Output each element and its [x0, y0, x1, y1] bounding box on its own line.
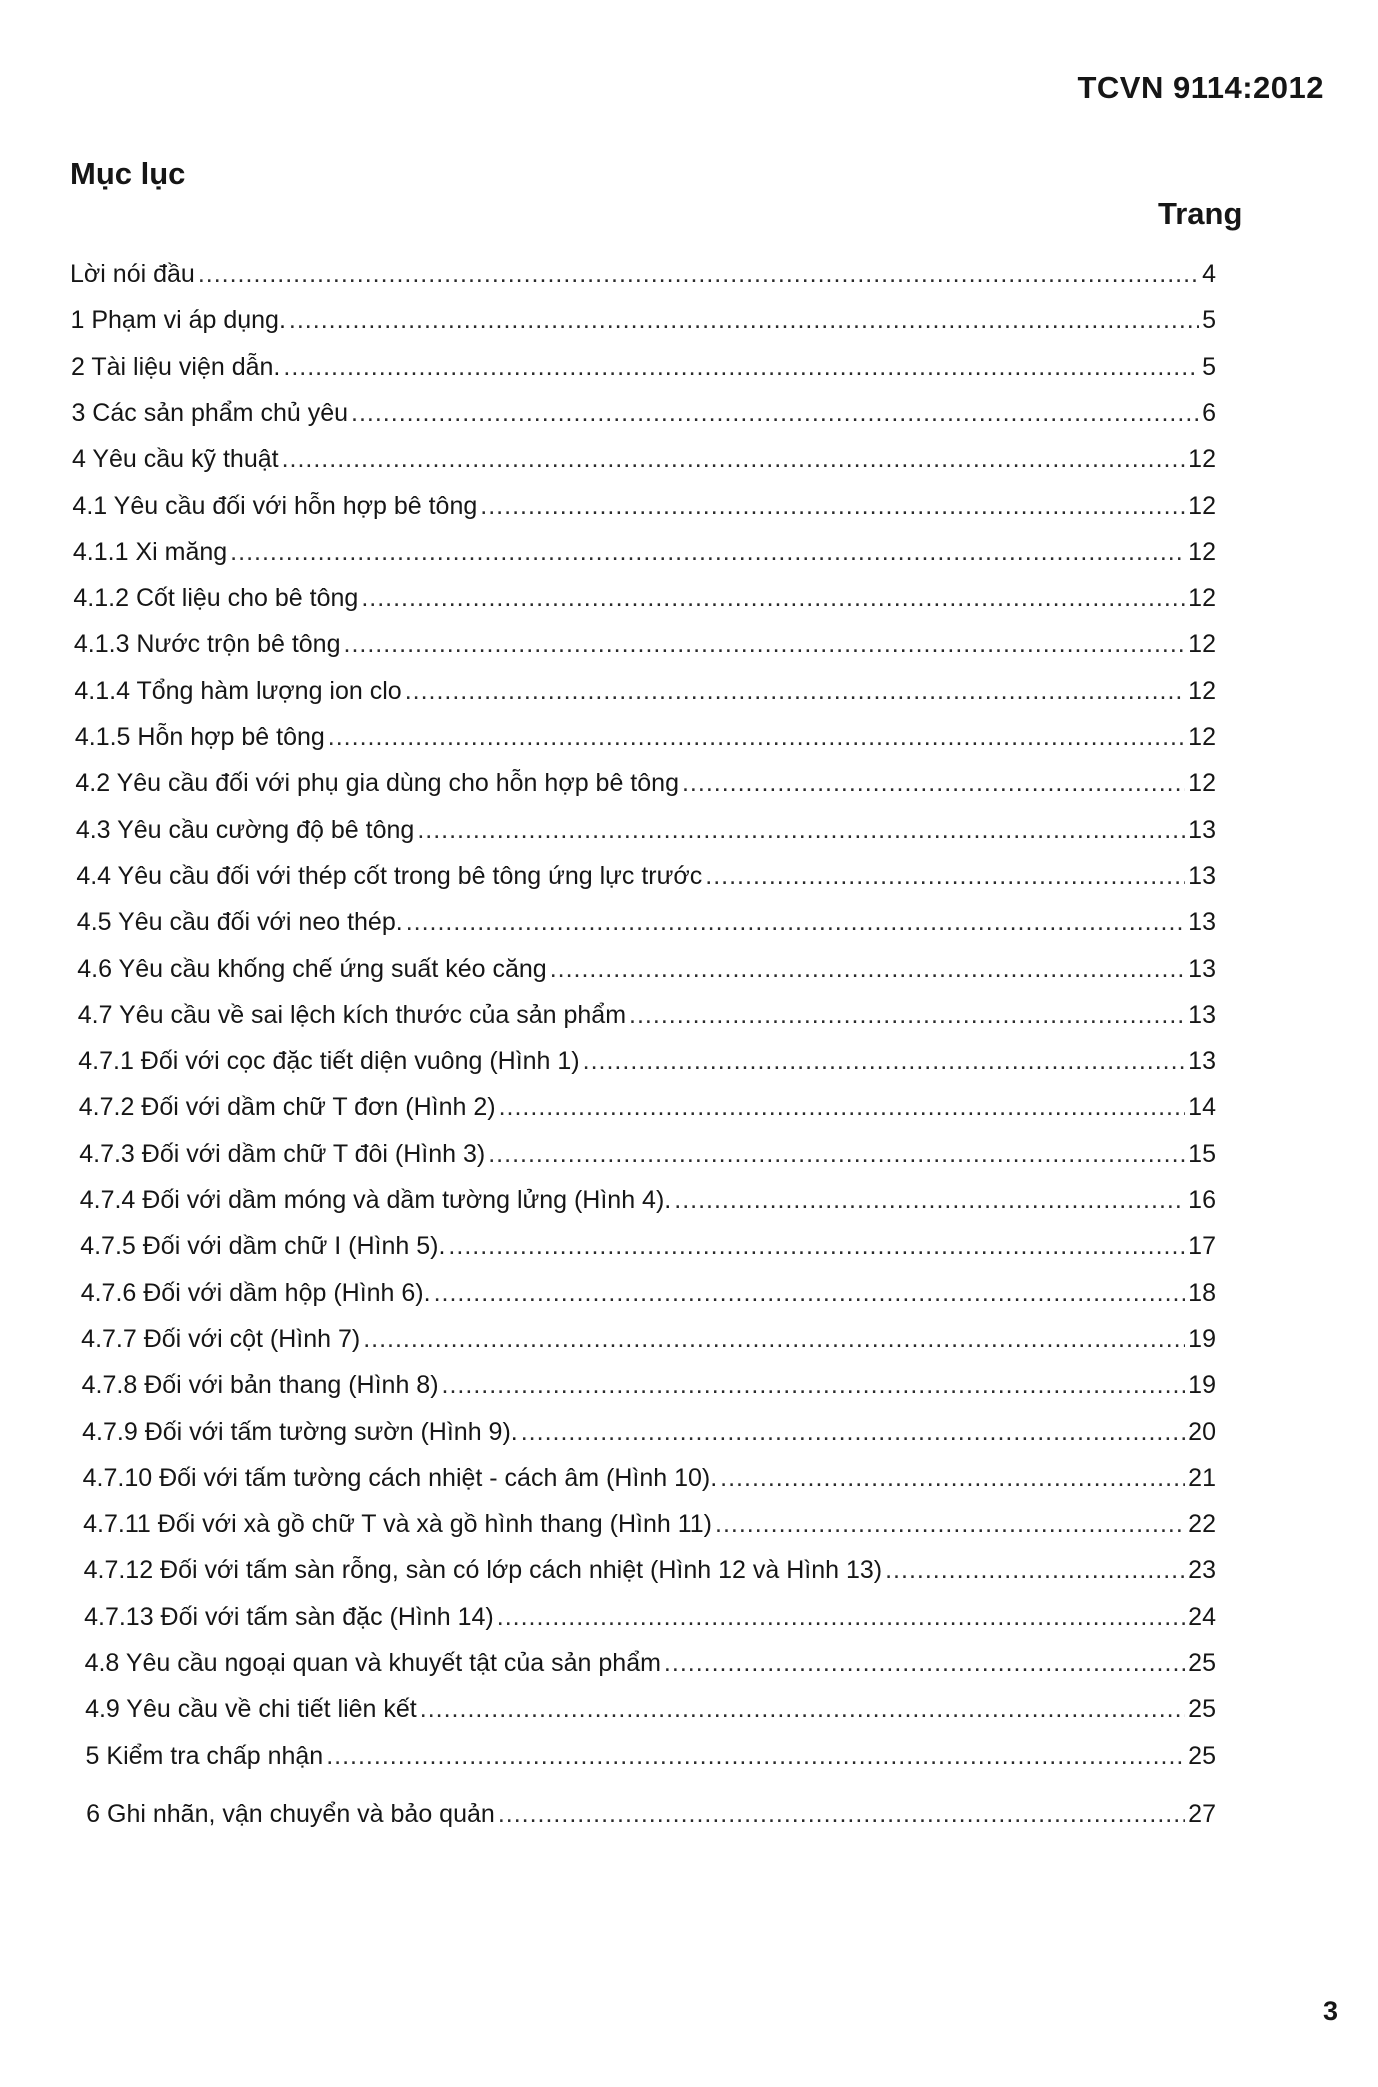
toc-entry-label: 4.1.4 Tổng hàm lượng ion clo [74, 676, 402, 705]
toc-entry-label: 4.7.13 Đối với tấm sàn đặc (Hình 14) [84, 1602, 494, 1631]
toc-dot-leader [720, 1460, 1185, 1496]
toc-dot-leader [406, 904, 1185, 940]
page-column-header: Trang [1158, 196, 1243, 231]
toc-entry-label: 4.7.2 Đối với dầm chữ T đơn (Hình 2) [78, 1093, 496, 1122]
toc-entry-page: 18 [1188, 1278, 1216, 1307]
toc-entry-page: 12 [1188, 584, 1216, 613]
toc-entry [73, 580, 1216, 616]
toc-entry-label: 4.7.10 Đối với tấm tường cách nhiệt - cách âm (Hình 10). [82, 1463, 718, 1492]
toc-entry [70, 256, 1216, 292]
toc-dot-leader [289, 302, 1199, 338]
toc-entry [78, 997, 1216, 1033]
toc-entry [80, 1182, 1216, 1218]
toc-dot-leader [629, 997, 1185, 1033]
toc-entry-page: 22 [1188, 1510, 1216, 1539]
standard-code: TCVN 9114:2012 [1077, 70, 1324, 105]
toc-entry-page: 25 [1188, 1695, 1216, 1724]
toc-entry-label: 4.1.3 Nước trộn bê tông [73, 630, 341, 659]
toc-entry-label: 3 Các sản phẩm chủ yêu [71, 398, 349, 427]
toc-entry [70, 302, 1216, 338]
toc-entry-label: 4.3 Yêu cầu cường độ bê tông [75, 815, 415, 844]
toc-entry-label: 4.1.2 Cốt liệu cho bê tông [73, 584, 359, 613]
toc-entry-label: 4.7 Yêu cầu về sai lệch kích thước của sản phẩm [77, 1000, 627, 1029]
toc-entry [77, 904, 1216, 940]
toc-entry-page: 25 [1188, 1649, 1216, 1677]
toc-dot-leader [498, 1796, 1185, 1832]
toc-entry-label: 4 Yêu cầu kỹ thuật [71, 445, 279, 474]
toc-dot-leader [405, 673, 1185, 709]
toc-entry [71, 395, 1216, 431]
toc-dot-leader [344, 626, 1186, 662]
toc-entry-label: 4.7.11 Đối với xà gồ chữ T và xà gồ hình thang (Hình 11) [83, 1510, 712, 1539]
toc-entry-page: 4 [1202, 260, 1216, 288]
toc-dot-leader [442, 1367, 1186, 1403]
toc-entry-page: 23 [1188, 1556, 1216, 1585]
toc-entry [78, 1043, 1216, 1079]
toc-entry [77, 951, 1216, 987]
toc-entry-page: 5 [1202, 352, 1216, 381]
toc-entry-label: 4.7.5 Đối với dầm chữ I (Hình 5). [80, 1232, 446, 1261]
toc-dot-leader [420, 1691, 1185, 1727]
toc-title: Mục lục [70, 156, 186, 191]
toc-entry-label: 4.1 Yêu cầu đối với hỗn hợp bê tông [72, 491, 478, 520]
toc-entry [84, 1552, 1216, 1588]
page-number: 3 [1322, 1996, 1338, 2026]
toc-entry-page: 13 [1188, 908, 1216, 937]
toc-entry-page: 13 [1188, 1000, 1216, 1029]
toc-entry [85, 1691, 1216, 1727]
toc-entry-label: 4.1.5 Hỗn hợp bê tông [74, 723, 325, 751]
toc-entry-label: 4.9 Yêu cầu về chi tiết liên kết [85, 1695, 417, 1724]
toc-entry [76, 858, 1216, 894]
toc-entry-page: 21 [1188, 1463, 1216, 1492]
toc-entry [84, 1599, 1216, 1635]
toc-entry [86, 1738, 1216, 1774]
toc-entry-page: 20 [1188, 1417, 1216, 1446]
toc-dot-leader [328, 719, 1185, 755]
toc-dot-leader [363, 1321, 1185, 1357]
toc-entry-page: 15 [1188, 1139, 1216, 1168]
toc-dot-leader [521, 1414, 1185, 1450]
toc-entry [79, 1089, 1216, 1125]
toc-entry-page: 12 [1188, 630, 1216, 659]
toc-entry [83, 1506, 1216, 1542]
toc-entry [74, 626, 1216, 662]
toc-entry-page: 6 [1202, 398, 1216, 427]
toc-entry [81, 1321, 1216, 1357]
toc-dot-leader [497, 1599, 1185, 1635]
toc-dot-leader [583, 1043, 1186, 1079]
toc-entry [76, 812, 1216, 848]
toc-entry-page: 12 [1188, 537, 1216, 566]
toc-entry-page: 12 [1188, 445, 1216, 474]
toc-entry-page: 24 [1188, 1602, 1216, 1631]
toc-dot-leader [664, 1645, 1185, 1681]
toc-dot-leader [448, 1228, 1185, 1264]
toc-entry-page: 13 [1188, 861, 1216, 890]
toc-dot-leader [230, 534, 1185, 570]
toc-entry [73, 534, 1216, 570]
toc-entry-page: 25 [1188, 1741, 1216, 1770]
toc-dot-leader [351, 395, 1199, 431]
toc-dot-leader [674, 1182, 1185, 1218]
toc-entry-page: 27 [1188, 1799, 1216, 1828]
toc-dot-leader [715, 1506, 1185, 1542]
toc-entry-page: 19 [1188, 1324, 1216, 1353]
toc-entry [85, 1645, 1216, 1681]
toc-dot-leader [480, 488, 1185, 524]
toc-entry-label: 4.4 Yêu cầu đối với thép cốt trong bê tông ứng lực trước [76, 861, 703, 890]
toc-entry-label: 4.7.12 Đối với tấm sàn rỗng, sàn có lớp cách nhiệt (Hình 12 và Hình 13) [83, 1556, 883, 1585]
toc-entry-label: 1 Phạm vi áp dụng. [70, 306, 286, 335]
toc-entry [72, 441, 1216, 477]
toc-entry-page: 12 [1188, 723, 1216, 751]
toc-dot-leader [550, 951, 1185, 987]
toc-entry-label: 5 Kiểm tra chấp nhận [85, 1741, 324, 1770]
toc-entry-label: Lời nói đầu [70, 260, 195, 288]
toc-entry [79, 1136, 1216, 1172]
toc-entry-label: 4.7.4 Đối với dầm móng và dầm tường lửng (Hình 4). [79, 1186, 672, 1214]
toc-dot-leader [198, 256, 1199, 292]
toc-entry-label: 4.7.3 Đối với dầm chữ T đôi (Hình 3) [79, 1139, 486, 1168]
toc-entry-label: 2 Tài liệu viện dẫn. [70, 352, 281, 381]
toc-entry-label: 4.7.1 Đối với cọc đặc tiết diện vuông (Hình 1) [78, 1047, 580, 1076]
toc-entry [71, 349, 1216, 385]
toc-entry-label: 6 Ghi nhãn, vận chuyển và bảo quản [86, 1799, 495, 1828]
toc-dot-leader [282, 441, 1186, 477]
toc-dot-leader [499, 1089, 1186, 1125]
toc-entry [75, 765, 1216, 801]
toc-entry-page: 14 [1188, 1093, 1216, 1122]
toc-entry-label: 4.7.7 Đối với cột (Hình 7) [81, 1324, 361, 1353]
toc-entry-page: 12 [1188, 676, 1216, 705]
toc-entry-label: 4.1.1 Xi măng [72, 537, 228, 566]
toc-dot-leader [283, 349, 1199, 385]
toc-entry-page: 12 [1188, 491, 1216, 520]
toc-entry-page: 17 [1188, 1232, 1216, 1261]
toc-entry-page: 5 [1202, 306, 1216, 335]
toc-entry [81, 1275, 1216, 1311]
toc-entry [72, 488, 1216, 524]
toc-entry-label: 4.7.8 Đối với bản thang (Hình 8) [81, 1371, 439, 1400]
toc-dot-leader [682, 765, 1185, 801]
toc-entry-page: 13 [1188, 954, 1216, 983]
toc-dot-leader [417, 812, 1185, 848]
toc-entry-label: 4.6 Yêu cầu khống chế ứng suất kéo căng [77, 954, 547, 983]
toc-entry [80, 1228, 1216, 1264]
toc-entry [83, 1460, 1216, 1496]
toc-entry-page: 16 [1188, 1186, 1216, 1214]
toc-entry [82, 1414, 1216, 1450]
toc-dot-leader [885, 1552, 1185, 1588]
toc-entry [82, 1367, 1216, 1403]
toc-entry-label: 4.5 Yêu cầu đối với neo thép. [76, 908, 403, 937]
toc-entry [74, 673, 1216, 709]
toc-entry-page: 13 [1188, 815, 1216, 844]
toc-entry-label: 4.7.6 Đối với dầm hộp (Hình 6). [80, 1278, 431, 1307]
toc-entry-page: 13 [1188, 1047, 1216, 1076]
toc-entry-label: 4.8 Yêu cầu ngoại quan và khuyết tật của sản phẩm [84, 1649, 661, 1677]
toc-entry-label: 4.2 Yêu cầu đối với phụ gia dùng cho hỗn hợp bê tông [75, 769, 679, 798]
toc-dot-leader [361, 580, 1185, 616]
toc-entry [75, 719, 1216, 755]
toc-entry-label: 4.7.9 Đối với tấm tường sườn (Hình 9). [82, 1417, 518, 1446]
toc-dot-leader [488, 1136, 1185, 1172]
toc-entry-page: 12 [1188, 769, 1216, 798]
toc-entry-page: 19 [1188, 1371, 1216, 1400]
toc-entry [86, 1796, 1216, 1832]
toc-dot-leader [705, 858, 1185, 894]
toc-dot-leader [326, 1738, 1185, 1774]
toc-dot-leader [434, 1275, 1186, 1311]
